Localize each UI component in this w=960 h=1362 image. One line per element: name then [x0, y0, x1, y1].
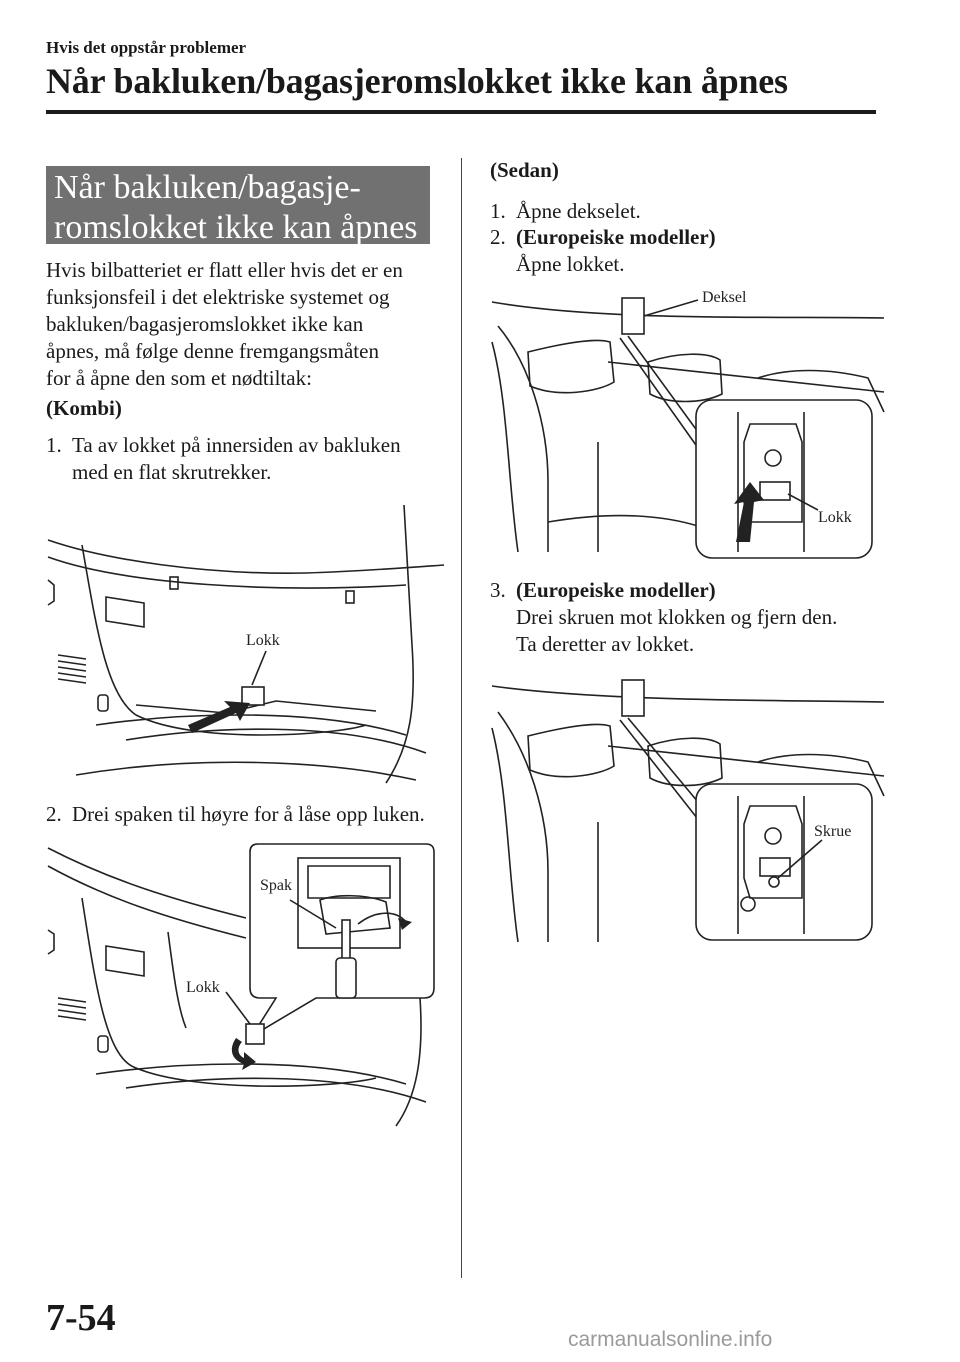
- step-text-continued: med en flat skrutrekker.: [72, 460, 272, 484]
- step-number: 2.: [46, 802, 62, 826]
- tailgate-upper-edge: [48, 540, 444, 573]
- section-title-box: [46, 166, 430, 244]
- cover-lid: [242, 687, 264, 705]
- seat-cover-tab: [622, 298, 644, 334]
- step-text: Drei skruen mot klokken og fjern den.: [516, 605, 838, 629]
- kombi-label: (Kombi): [46, 396, 122, 420]
- parcel-shelf-edge: [492, 686, 884, 702]
- kombi-step-1: [46, 432, 446, 486]
- kombi-lever-figure: [46, 838, 446, 1128]
- step-qualifier: (Europeiske modeller): [516, 578, 716, 602]
- sedan-step-2: [490, 224, 850, 278]
- callout-skrue: Skrue: [814, 823, 852, 840]
- seat-cover-tab: [622, 680, 644, 716]
- side-vent-grille: [58, 998, 86, 1020]
- step-number: 2.: [490, 225, 506, 249]
- intro-line: for å åpne den som et nødtiltak:: [46, 366, 312, 390]
- parcel-shelf-edge: [492, 302, 884, 318]
- section-title-line-2: romslokket ikke kan åpnes: [54, 209, 418, 246]
- kombi-cover-figure: [46, 505, 446, 785]
- step-number: 3.: [490, 578, 506, 602]
- removal-arrow: [188, 701, 250, 733]
- page-title: Når bakluken/bagasjeromslokket ikke kan åpnes: [46, 61, 788, 101]
- intro-line: åpnes, må følge denne fremgangsmåten: [46, 339, 379, 363]
- page-number: 7-54: [46, 1297, 116, 1339]
- kombi-step-2: [46, 801, 456, 828]
- step-qualifier: (Europeiske modeller): [516, 225, 716, 249]
- intro-line: funksjonsfeil i det elektriske systemet og: [46, 285, 390, 309]
- step-number: 1.: [490, 199, 506, 223]
- headrest-left: [528, 340, 614, 392]
- step-text: Ta av lokket på innersiden av bakluken: [72, 433, 401, 457]
- step-text-continued: Ta deretter av lokket.: [516, 632, 695, 656]
- step-text: Åpne lokket.: [516, 252, 625, 276]
- headrest-center: [648, 738, 722, 785]
- step-text: Åpne dekselet.: [516, 199, 641, 223]
- callout-lokk: Lokk: [246, 632, 280, 649]
- headrest-left: [528, 724, 614, 776]
- screwdriver-handle: [336, 958, 356, 998]
- sedan-cover-figure: [488, 282, 888, 572]
- intro-line: bakluken/bagasjeromslokket ikke kan: [46, 312, 364, 336]
- side-vent-grille: [58, 655, 86, 683]
- sedan-step-1: [490, 198, 641, 225]
- watermark: carmanualsonline.info: [568, 1328, 773, 1351]
- callout-lokk: Lokk: [186, 979, 220, 996]
- intro-paragraph: [46, 257, 436, 392]
- callout-lokk: Lokk: [818, 509, 852, 526]
- step-text: Drei spaken til høyre for å låse opp luken.: [72, 802, 425, 826]
- sedan-step-3: [490, 577, 890, 658]
- side-handle-recess: [106, 597, 144, 627]
- callout-spak: Spak: [260, 877, 292, 894]
- sedan-label: (Sedan): [490, 158, 559, 182]
- cover-lid: [246, 1024, 264, 1044]
- intro-line: Hvis bilbatteriet er flatt eller hvis det er en: [46, 258, 403, 282]
- sedan-screw-figure: [488, 672, 888, 952]
- step-number: 1.: [46, 433, 62, 457]
- section-title-line-1: Når bakluken/bagasje-: [54, 169, 361, 206]
- callout-deksel: Deksel: [702, 289, 747, 306]
- column-divider: [461, 158, 462, 1278]
- heading-rule: [46, 110, 876, 114]
- section-label: Hvis det oppstår problemer: [46, 38, 247, 57]
- tailgate-right-edge: [386, 505, 413, 783]
